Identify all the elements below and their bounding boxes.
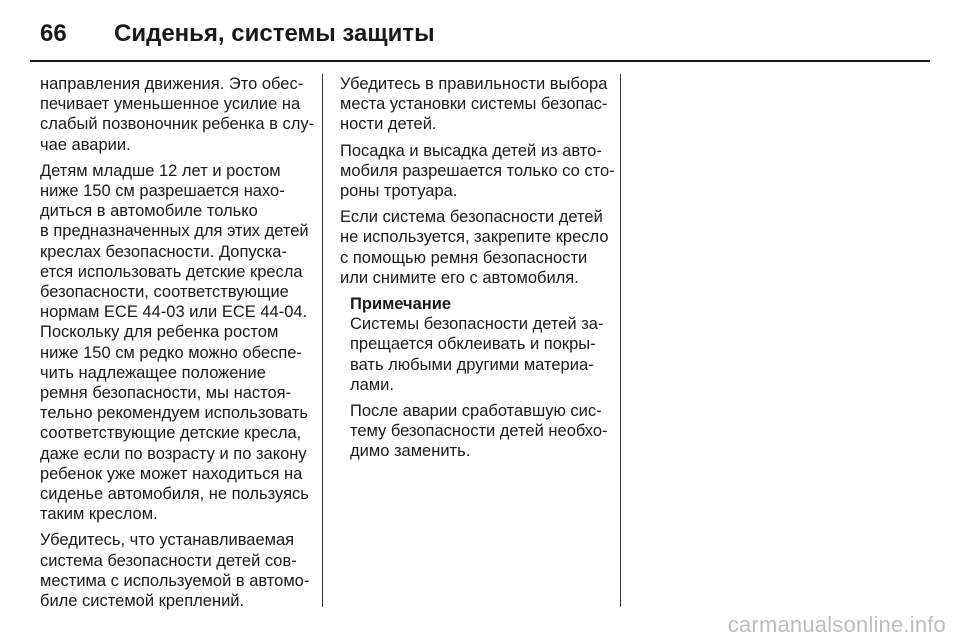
text-line: Если система безопасности детей <box>340 208 603 227</box>
text-line: лами. <box>350 375 394 394</box>
text-line: местима с используемой в автомо- <box>40 571 310 590</box>
note-heading: Примечание <box>350 295 452 314</box>
text-line: сиденье автомобиля, не пользуясь <box>40 485 309 504</box>
text-line: безопасности, соответствующие <box>40 283 289 302</box>
text-line: После аварии сработавшую сис- <box>350 402 602 421</box>
text-line: прещается обклеивать и покры- <box>350 335 596 354</box>
text-line: тельно рекомендуем использовать <box>40 404 309 423</box>
text-line: Поскольку для ребенка ростом <box>40 323 279 342</box>
text-line: даже если по возрасту и по закону <box>40 444 307 463</box>
text-line: чить надлежащее положение <box>40 363 266 382</box>
page-number: 66 <box>40 20 67 47</box>
text-line: Убедитесь, что устанавливаемая <box>40 531 295 550</box>
text-line: или снимите его с автомобиля. <box>340 268 579 287</box>
note-paragraph <box>350 401 608 462</box>
header-rule <box>30 60 930 62</box>
text-line: креслах безопасности. Допуска- <box>40 242 287 261</box>
text-line: таким креслом. <box>40 505 158 524</box>
text-line: Посадка и высадка детей из авто- <box>340 141 602 160</box>
paragraph <box>340 141 615 202</box>
page-header <box>30 14 930 54</box>
paragraph <box>40 161 312 525</box>
text-line: чае аварии. <box>40 135 131 154</box>
text-line: ности детей. <box>340 115 437 134</box>
text-line: ниже 150 см разрешается нахо- <box>40 182 285 201</box>
text-line: нормам ECE 44-03 или ECE 44-04. <box>40 303 308 322</box>
paragraph <box>40 74 315 155</box>
text-line: биле системой креплений. <box>40 592 245 611</box>
text-line: Убедитесь в правильности выбора <box>340 75 608 93</box>
text-line: димо заменить. <box>350 442 471 461</box>
note-paragraph <box>350 314 608 395</box>
text-line: тему безопасности детей необхо- <box>350 422 608 441</box>
text-line: роны тротуара. <box>340 182 458 201</box>
text-line: не используется, закрепите кресло <box>340 228 609 247</box>
text-line: печивает уменьшенное усилие на <box>40 95 301 114</box>
text-line: с помощью ремня безопасности <box>340 248 588 267</box>
text-line: ремня безопасности, мы настоя- <box>40 384 292 403</box>
text-line: ется использовать детские кресла <box>40 262 303 281</box>
text-line: места установки системы безопас- <box>340 95 608 114</box>
text-line: в предназначенных для этих детей <box>40 222 309 241</box>
column-left <box>40 74 315 617</box>
paragraph <box>40 530 312 611</box>
column-divider <box>322 74 323 607</box>
text-line: Детям младше 12 лет и ростом <box>40 161 281 180</box>
column-divider <box>620 74 621 607</box>
paragraph <box>340 74 608 135</box>
text-line: Системы безопасности детей за- <box>350 315 604 334</box>
watermark: carmanualsonline.info <box>727 612 946 637</box>
paragraph <box>340 207 608 288</box>
section-title: Сиденья, системы защиты <box>114 20 435 47</box>
text-line: система безопасности детей сов- <box>40 551 297 570</box>
text-line: ребенок уже может находиться на <box>40 464 303 483</box>
text-line: слабый позвоночник ребенка в слу- <box>40 115 315 134</box>
text-line: направления движения. Это обес- <box>40 75 304 93</box>
text-line: мобиля разрешается только со сто- <box>340 161 615 180</box>
text-line: диться в автомобиле только <box>40 202 258 221</box>
column-right <box>340 74 615 468</box>
note-block <box>350 294 608 462</box>
text-line: вать любыми другими материа- <box>350 355 594 374</box>
text-line: соответствующие детские кресла, <box>40 424 302 443</box>
text-line: ниже 150 см редко можно обеспе- <box>40 343 302 362</box>
